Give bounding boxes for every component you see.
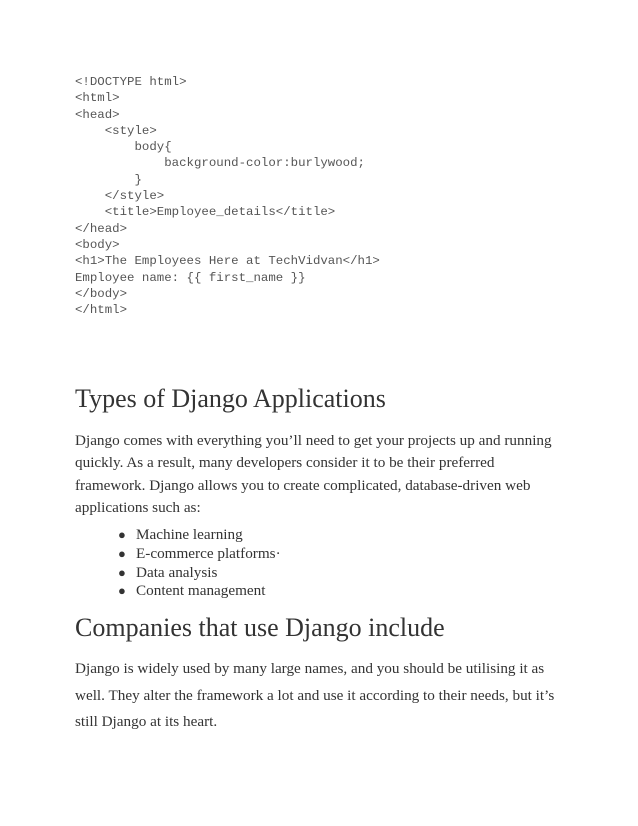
bullet-icon: ●	[118, 545, 126, 561]
list-item	[118, 545, 281, 564]
code-line: <html>	[75, 91, 120, 106]
types-heading: Types of Django Applications	[75, 384, 386, 413]
bullet-icon: ●	[118, 527, 126, 542]
list-item	[118, 564, 281, 583]
applications-list	[118, 526, 281, 601]
bullet-icon: ●	[118, 564, 126, 580]
paragraph-line: framework. Django allows you to create complicated, database-driven web	[75, 476, 531, 494]
code-line: <title>Employee_details</title>	[75, 205, 336, 220]
code-line: Employee name: {{ first_name }}	[75, 270, 306, 285]
code-line: </body>	[75, 286, 128, 301]
code-line: <!DOCTYPE html>	[75, 75, 187, 89]
code-line: <style>	[75, 123, 157, 138]
paragraph-line: Django is widely used by many large names, and you should be utilising it as	[75, 660, 545, 677]
bullet-icon: ●	[118, 583, 126, 599]
code-line: </html>	[75, 303, 128, 318]
code-line: }	[75, 172, 142, 187]
code-line: <body>	[75, 237, 120, 252]
list-item	[118, 582, 281, 601]
code-line: </head>	[75, 221, 128, 236]
paragraph-line: quickly. As a result, many developers consider it to be their preferred	[75, 454, 495, 472]
code-block	[75, 74, 380, 318]
paragraph-line: well. They alter the framework a lot and use it according to their needs, but it’s	[75, 686, 555, 704]
code-line: body{	[75, 140, 172, 155]
code-line: </style>	[75, 189, 165, 204]
list-item-label: Content management	[136, 582, 266, 600]
list-item-label: E-commerce platforms·	[136, 544, 281, 562]
code-line: <head>	[75, 107, 120, 122]
code-line: background-color:burlywood;	[75, 156, 365, 171]
companies-paragraph	[75, 656, 575, 736]
paragraph-line: applications such as:	[75, 498, 201, 516]
list-item-label: Data analysis	[136, 563, 218, 581]
paragraph-line: still Django at its heart.	[75, 713, 218, 730]
companies-heading: Companies that use Django include	[75, 613, 445, 642]
list-item	[118, 526, 281, 545]
paragraph-line: Django comes with everything you’ll need to get your projects up and running	[75, 432, 552, 449]
types-paragraph	[75, 430, 575, 519]
code-line: <h1>The Employees Here at TechVidvan</h1>	[75, 254, 380, 269]
list-item-label: Machine learning	[136, 526, 243, 543]
